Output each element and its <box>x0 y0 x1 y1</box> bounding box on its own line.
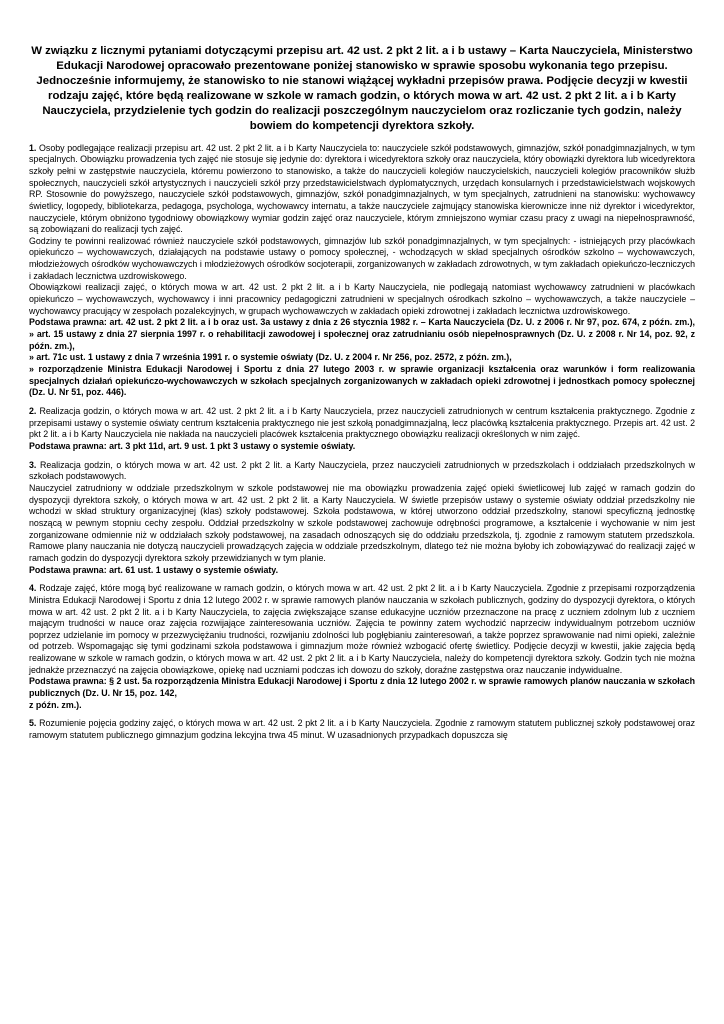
section-4 <box>29 583 695 711</box>
section-2-number: 2. <box>29 406 37 416</box>
section-3-paragraph-1 <box>29 460 695 483</box>
section-1-legal-basis-2: » art. 71c ust. 1 ustawy z dnia 7 września 1991 r. o systemie oświaty (Dz. U. z 2004 r. Nr 256, poz. 2572, z późn. zm.), <box>29 352 512 363</box>
section-3-legal-basis: Podstawa prawna: art. 61 ust. 1 ustawy o systemie oświaty. <box>29 564 279 575</box>
section-5-number: 5. <box>29 718 37 729</box>
section-2-text-1: Realizacja godzin, o których mowa w art. 42 ust. 2 pkt 2 lit. a i b Karty Nauczyciela, przez nauczycieli zatrudnionych w centrum kształcenia praktycznego. Zgodnie z przepisami ustawy o systemie oświaty centrum kształcenia praktycznego nie jest szkołą ponadgimnazjalną, lecz placówką kształcenia praktycznego. Przepis art. 42 ust. 2 pkt 2 lit. a i b Karty Nauczyciela nie nakłada na nauczycieli placówek kształcenia praktycznego obowiązku realizacji określonych w nim zajęć. <box>29 406 695 440</box>
section-4-number: 4. <box>29 583 37 594</box>
section-2-paragraph-1 <box>29 406 695 441</box>
section-2 <box>29 406 695 453</box>
intro-heading: W związku z licznymi pytaniami dotyczącymi przepisu art. 42 ust. 2 pkt 2 lit. a i b ustawy – Karta Nauczyciela, Ministerstwo Edukacji Narodowej opracowało prezentowane poniżej stanowisko w sprawie sposobu wykonania tego przepisu. Jednocześnie informujemy, że stanowisko to nie stanowi wiążącej wykładni przepisów prawa. Podjęcie decyzji w kwestii rodzaju zajęć, które będą realizowane w szkole w ramach godzin, o których mowa w art. 42 ust. 2 pkt 2 lit. a i b Karty Nauczyciela, przydzielenie tych godzin do realizacji poszczególnym nauczycielom oraz rozliczanie tych godzin, należy bowiem do kompetencji dyrektora szkoły. <box>31 45 693 133</box>
section-5-paragraph-1 <box>29 718 695 741</box>
section-3-text-1: Realizacja godzin, o których mowa w art. 42 ust. 2 pkt 2 lit. a Karty Nauczyciela, przez nauczycieli zatrudnionych w przedszkolach i oddziałach przedszkolnych w szkołach podstawowych. <box>29 459 695 482</box>
section-4-paragraph-1 <box>29 583 695 676</box>
section-3-paragraph-2: Nauczyciel zatrudniony w oddziale przedszkolnym w szkole podstawowej nie ma obowiązku prowadzenia zajęć opieki świetlicowej lub zajęć w ramach godzin do dyspozycji dyrektora szkoły, o których mowa w art. 42 ust. 2 pkt 2 lit. a Karty Nauczyciela. W świetle przepisów ustawy o systemie oświaty oddział przedszkolny nie wchodzi w skład struktury organizacyjnej (klas) szkoły podstawowej. Szkoła podstawowa, w której utworzono oddział przedszkolny, stanowi specyficzną jednostkę noszącą w pewnym stopniu cechy zespołu. Oddział przedszkolny w szkole podstawowej zachowuje odrębności programowe, a kształcenie i wychowanie w nim jest zorganizowane odmiennie niż w oddziałach szkoły podstawowej, na zasadach odnoszących się do oddziału przedszkola, tj. zgodnie z ramowym statutem przedszkola. Ramowe plany nauczania nie dotyczą nauczycieli prowadzących zajęcia w oddziale przedszkolnym, dlatego też nie można byłoby ich zobowiązywać do realizacji zajęć w ramach godzin do dyspozycji dyrektora szkoły przewidzianych w tym planie. <box>29 482 695 563</box>
section-4-legal-basis-2: z późn. zm.). <box>29 699 82 710</box>
section-2-legal-basis: Podstawa prawna: art. 3 pkt 11d, art. 9 ust. 1 pkt 3 ustawy o systemie oświaty. <box>29 440 356 451</box>
section-1-paragraph-1 <box>29 143 695 236</box>
section-1-number: 1. <box>29 142 37 153</box>
section-1-paragraph-3: Obowiązkowi realizacji zajęć, o których mowa w art. 42 ust. 2 pkt 2 lit. a i b Karty Nauczyciela, nie podlegają natomiast wychowawcy zatrudnieni w placówkach opiekuńczo – wychowawczych, wychowawcy i inni pracownicy pedagogiczni zatrudnieni w specjalnych ośrodkach szkolno – wychowawczych, a także nauczyciele – wychowawcy pracujący w zespołach pozalekcyjnych, w grupach wychowawczych w zakładach opieki zdrowotnej i zakładach lecznictwa uzdrowiskowego. <box>29 282 695 316</box>
section-1 <box>29 143 695 399</box>
section-5 <box>29 718 695 741</box>
section-1-paragraph-2: Godziny te powinni realizować również nauczyciele szkół podstawowych, gimnazjów lub szkół ponadgimnazjalnych, w tym specjalnych: - istniejących przy placówkach opiekuńczo – wychowawczych, działających na podstawie ustawy o pomocy społecznej, - wchodzących w skład specjalnych ośrodków szkolno – wychowawczych, młodzieżowych ośrodków wychowawczych i młodzieżowych ośrodków socjoterapii, zorganizowanych w zakładach zdrowotnych, w tym zakładach opiekuńczo-leczniczych i zakładach lecznictwa uzdrowiskowego. <box>29 235 695 281</box>
section-1-legal-basis-3: » rozporządzenie Ministra Edukacji Narodowej i Sportu z dnia 27 lutego 2003 r. w sprawie organizacji kształcenia oraz warunków i form realizowania specjalnych działań opiekuńczo-wychowawczych w szkołach specjalnych zorganizowanych w zakładach opieki zdrowotnej i jednostkach pomocy społecznej (Dz. U. Nr 51, poz. 446). <box>29 364 695 398</box>
section-1-text-1: Osoby podlegające realizacji przepisu art. 42 ust. 2 pkt 2 lit. a i b Karty Nauczyciela to: nauczyciele szkół podstawowych, gimnazjów, szkół ponadgimnazjalnych, w tym specjalnych. Obowiązku prowadzenia tych zajęć nie stosuje się jedynie do: dyrektora i wicedyrektora szkoły oraz nauczyciela, który obowiązki dyrektora lub wicedyrektora szkoły pełni w zastępstwie nauczyciela, któremu powierzono to stanowisko, a także do nauczycieli kolegiów nauczycielskich, nauczycieli kolegiów pracowników służb społecznych, nauczycieli szkół artystycznych i nauczycieli szkół przy przedstawicielstwach dyplomatycznych, urzędach konsularnych i przedstawicielstwach wojskowych RP. Stosownie do powyższego, nauczyciele szkół podstawowych, gimnazjów, szkół ponadgimnazjalnych, w tym specjalnych, zatrudnieni na stanowisku: wychowawcy świetlicy, logopedy, bibliotekarza, pedagoga, psychologa, wychowawcy internatu, a także nauczyciele zajmujący stanowiska kierownicze inne niż dyrektor i wicedyrektor, nauczyciele, którym obniżono tygodniowy obowiązkowy wymiar godzin zajęć oraz nauczyciele, którym zmniejszono wymiar czasu pracy z uwagi na niepełnosprawność, są zobowiązani do realizacji tych zajęć. <box>29 142 695 235</box>
section-3 <box>29 460 695 577</box>
section-1-legal-basis: Podstawa prawna: art. 42 ust. 2 pkt 2 lit. a i b oraz ust. 3a ustawy z dnia z 26 stycznia 1982 r. – Karta Nauczyciela (Dz. U. z 2006 r. Nr 97, poz. 674, z późn. zm.), » art. 15 ustawy z dnia 27 sierpnia 1997 r. o rehabilitacji zawodowej i społecznej oraz zatrudnianiu osób niepełnosprawnych (Dz. U. z 2008 r. Nr 14, poz. 92, z późn. zm.), <box>29 317 695 351</box>
section-5-text-1: Rozumienie pojęcia godziny zajęć, o których mowa w art. 42 ust. 2 pkt 2 lit. a i b Karty Nauczyciela. Zgodnie z ramowym statutem publicznej szkoły podstawowej oraz ramowym statutem publicznego gimnazjum godzina lekcyjna trwa 45 minut. W uzasadnionych przypadkach dopuszcza się <box>29 718 695 741</box>
section-3-number: 3. <box>29 459 37 470</box>
section-4-text-1: Rodzaje zajęć, które mogą być realizowane w ramach godzin, o których mowa w art. 42 ust. 2 pkt 2 lit. a i b Karty Nauczyciela. Zgodnie z przepisami rozporządzenia Ministra Edukacji Narodowej i Sportu z dnia 12 lutego 2002 r. w sprawie ramowych planów nauczania w szkołach publicznych, godziny do dyspozycji dyrektora, o których mowa w art. 42 ust. 2 pkt 2 lit. a i b Karty Nauczyciela, to zajęcia zwiększające szanse edukacyjne uczniów przeznaczone na pracę z uczniem zdolnym lub z uczniem mającym trudności w nauce oraz zajęcia rozwijające zainteresowania uczniów. Zajęcia te powinny zatem wychodzić naprzeciw indywidualnym potrzebom uczniów poprzez udzielanie im pomocy w przezwyciężaniu trudności, rozwijaniu zdolności lub pogłębianiu zainteresowań, a także poprzez sprawowanie nad nimi opieki, zależnie od potrzeb. Wspomagając się tymi godzinami szkoła podstawowa i gimnazjum może również wzbogacić ofertę świetlicy. Podjęcie decyzji w kwestii, jakie zajęcia będą realizowane w szkole w ramach godzin, o których mowa w art. 42 ust. 2 pkt 2 lit. a i b Karty Nauczyciela, należy do kompetencji dyrektora szkoły. Godzin tych nie można jednakże przeznaczyć na zajęcia obowiązkowe, opiekę nad uczniami podczas ich dowozu do szkoły, doraźne zastępstwa oraz nauczanie indywidualne. <box>29 583 695 675</box>
section-4-legal-basis: Podstawa prawna: § 2 ust. 5a rozporządzenia Ministra Edukacji Narodowej i Sportu z dnia 12 lutego 2002 r. w sprawie ramowych planów nauczania w szkołach publicznych (Dz. U. Nr 15, poz. 142, <box>29 676 695 699</box>
